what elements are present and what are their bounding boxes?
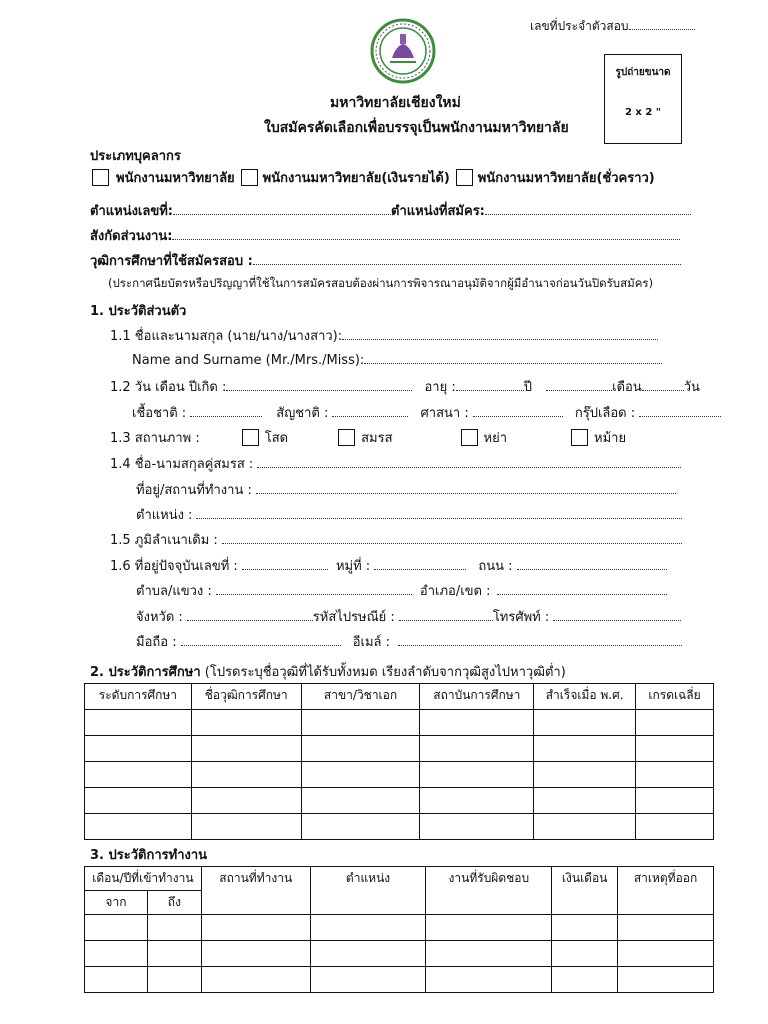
edu-col-level: ระดับการศึกษา bbox=[85, 684, 192, 710]
work-col-responsibility: งานที่รับผิดชอบ bbox=[426, 867, 552, 915]
exam-number-label: เลขที่ประจำตัวสอบ bbox=[530, 19, 629, 33]
position-applied-label: ตำแหน่งที่สมัคร: bbox=[391, 204, 485, 219]
district-label: อำเภอ/เขต : bbox=[419, 584, 491, 599]
status-checkbox-divorced[interactable] bbox=[461, 429, 478, 446]
position-no-label: ตำแหน่งเลขที่: bbox=[90, 204, 173, 219]
spouse-row bbox=[110, 453, 681, 474]
race-row bbox=[132, 402, 721, 423]
phone-label: โทรศัพท์ : bbox=[492, 610, 550, 625]
blood-field[interactable] bbox=[639, 404, 721, 417]
department-field[interactable] bbox=[172, 227, 680, 240]
staff-type-checkbox-3[interactable] bbox=[456, 169, 473, 186]
education-table bbox=[84, 683, 714, 840]
work-col-position: ตำแหน่ง bbox=[310, 867, 426, 915]
work-history-table bbox=[84, 866, 714, 993]
section2-note: (โปรดระบุชื่อวุฒิที่ได้รับทั้งหมด เรียงลำดับจากวุฒิสูงไปหาวุฒิต่ำ) bbox=[204, 665, 566, 680]
mobile-label: มือถือ : bbox=[136, 635, 177, 650]
table-row[interactable] bbox=[85, 788, 714, 814]
spouse-position-row bbox=[136, 504, 682, 525]
address-label: 1.6 ที่อยู่ปัจจุบันเลขที่ : bbox=[110, 559, 238, 574]
status-divorced-label: หย่า bbox=[483, 431, 508, 446]
spouse-work-label: ที่อยู่/สถานที่ทำงาน : bbox=[136, 483, 252, 498]
postcode-label: รหัสไปรษณีย์ : bbox=[312, 610, 395, 625]
spouse-field[interactable] bbox=[257, 455, 681, 468]
status-label: 1.3 สถานภาพ : bbox=[110, 431, 200, 446]
table-row[interactable] bbox=[85, 941, 714, 967]
birth-row bbox=[110, 376, 700, 397]
position-row bbox=[90, 200, 691, 221]
table-row[interactable] bbox=[85, 967, 714, 993]
position-applied-field[interactable] bbox=[485, 202, 691, 215]
status-widowed-label: หม้าย bbox=[594, 431, 627, 446]
work-col-reason: สาเหตุที่ออก bbox=[618, 867, 714, 915]
table-row[interactable] bbox=[85, 814, 714, 840]
blood-label: กรุ๊ปเลือด : bbox=[574, 406, 636, 421]
staff-type-checkbox-1[interactable] bbox=[92, 169, 109, 186]
address-row bbox=[110, 555, 667, 576]
work-col-to: ถึง bbox=[147, 891, 201, 915]
edu-col-gpa: เกรดเฉลี่ย bbox=[636, 684, 714, 710]
photo-size-value: 2 x 2 " bbox=[624, 107, 662, 118]
status-checkbox-married[interactable] bbox=[338, 429, 355, 446]
staff-type-label-3: พนักงานมหาวิทยาลัย(ชั่วคราว) bbox=[477, 171, 655, 186]
religion-field[interactable] bbox=[473, 404, 563, 417]
form-title: ใบสมัครคัดเลือกเพื่อบรรจุเป็นพนักงานมหาวิทยาลัย bbox=[264, 120, 569, 136]
religion-label: ศาสนา : bbox=[420, 406, 469, 421]
moo-field[interactable] bbox=[374, 557, 466, 570]
department-row bbox=[90, 225, 680, 246]
name-th-label: 1.1 ชื่อและนามสกุล (นาย/นาง/นางสาว): bbox=[110, 329, 343, 344]
exam-number-field[interactable] bbox=[530, 17, 695, 36]
status-single-label: โสด bbox=[264, 431, 289, 446]
province-field[interactable] bbox=[187, 608, 313, 621]
district-field[interactable] bbox=[497, 582, 667, 595]
year-label: ปี bbox=[523, 380, 533, 395]
photo-size-label: รูปถ่ายขนาด bbox=[615, 67, 671, 78]
day-label: วัน bbox=[683, 380, 700, 395]
address-no-field[interactable] bbox=[242, 557, 328, 570]
edu-col-degree: ชื่อวุฒิการศึกษา bbox=[191, 684, 301, 710]
staff-type-label-1: พนักงานมหาวิทยาลัย bbox=[116, 171, 235, 186]
department-label: สังกัดส่วนงาน: bbox=[90, 229, 173, 244]
spouse-work-row bbox=[136, 479, 676, 500]
road-field[interactable] bbox=[517, 557, 667, 570]
spouse-position-field[interactable] bbox=[196, 506, 682, 519]
mobile-field[interactable] bbox=[181, 633, 341, 646]
status-married-label: สมรส bbox=[361, 431, 393, 446]
nationality-label: สัญชาติ : bbox=[276, 406, 329, 421]
qualification-note: (ประกาศนียบัตรหรือปริญญาที่ใช้ในการสมัครสอบต้องผ่านการพิจารณาอนุมัติจากผู้มีอำนาจก่อนวันปิดรับสมัคร) bbox=[108, 276, 654, 290]
photo-box bbox=[604, 54, 682, 144]
work-col-from: จาก bbox=[85, 891, 148, 915]
phone-field[interactable] bbox=[553, 608, 681, 621]
edu-col-graduated: สำเร็จเมื่อ พ.ศ. bbox=[534, 684, 636, 710]
hometown-label: 1.5 ภูมิลำเนาเดิม : bbox=[110, 533, 218, 548]
nationality-field[interactable] bbox=[332, 404, 408, 417]
staff-type-options bbox=[92, 167, 655, 188]
name-th-field[interactable] bbox=[342, 327, 658, 340]
table-row[interactable] bbox=[85, 736, 714, 762]
mobile-row bbox=[136, 631, 682, 652]
hometown-row bbox=[110, 529, 682, 550]
name-th-row bbox=[110, 325, 658, 346]
hometown-field[interactable] bbox=[222, 531, 682, 544]
qualification-row bbox=[90, 250, 681, 271]
age-label: อายุ : bbox=[424, 380, 456, 395]
work-col-salary: เงินเดือน bbox=[552, 867, 618, 915]
subdistrict-field[interactable] bbox=[216, 582, 412, 595]
birth-field[interactable] bbox=[226, 378, 412, 391]
name-en-row bbox=[132, 351, 662, 368]
spouse-work-field[interactable] bbox=[256, 481, 676, 494]
section2-heading: 2. ประวัติการศึกษา bbox=[90, 665, 201, 680]
moo-label: หมู่ที่ : bbox=[335, 559, 371, 574]
staff-type-label-2: พนักงานมหาวิทยาลัย(เงินรายได้) bbox=[262, 171, 450, 186]
postcode-field[interactable] bbox=[399, 608, 493, 621]
race-label: เชื้อชาติ : bbox=[132, 406, 187, 421]
name-en-field[interactable] bbox=[364, 351, 662, 364]
marital-status-row bbox=[110, 427, 626, 448]
age-day-field[interactable] bbox=[642, 378, 684, 391]
road-label: ถนน : bbox=[478, 559, 513, 574]
spouse-position-label: ตำแหน่ง : bbox=[136, 508, 193, 523]
table-row[interactable] bbox=[85, 710, 714, 736]
section1-heading: 1. ประวัติส่วนตัว bbox=[90, 304, 187, 319]
education-header-row bbox=[85, 684, 714, 710]
birth-label: 1.2 วัน เดือน ปีเกิด : bbox=[110, 380, 227, 395]
table-row[interactable] bbox=[85, 915, 714, 941]
university-seal-logo bbox=[370, 18, 436, 84]
section2-heading-row bbox=[90, 661, 566, 682]
age-month-field[interactable] bbox=[546, 378, 612, 391]
staff-type-checkbox-2[interactable] bbox=[241, 169, 258, 186]
university-title: มหาวิทยาลัยเชียงใหม่ bbox=[330, 95, 461, 111]
staff-type-heading: ประเภทบุคลากร bbox=[90, 149, 181, 164]
edu-col-institution: สถาบันการศึกษา bbox=[420, 684, 534, 710]
race-field[interactable] bbox=[190, 404, 262, 417]
work-header-row bbox=[85, 867, 714, 891]
province-row bbox=[136, 606, 681, 627]
position-no-field[interactable] bbox=[173, 202, 391, 215]
status-checkbox-single[interactable] bbox=[242, 429, 259, 446]
table-row[interactable] bbox=[85, 762, 714, 788]
status-checkbox-widowed[interactable] bbox=[571, 429, 588, 446]
subdistrict-row bbox=[136, 580, 667, 601]
province-label: จังหวัด : bbox=[136, 610, 183, 625]
name-en-label: Name and Surname (Mr./Mrs./Miss): bbox=[132, 353, 365, 368]
edu-col-major: สาขา/วิชาเอก bbox=[301, 684, 420, 710]
qualification-field[interactable] bbox=[253, 252, 681, 265]
work-col-workplace: สถานที่ทำงาน bbox=[201, 867, 310, 915]
email-label: อีเมล์ : bbox=[352, 635, 391, 650]
section3-heading: 3. ประวัติการทำงาน bbox=[90, 848, 208, 863]
email-field[interactable] bbox=[398, 633, 682, 646]
spouse-label: 1.4 ชื่อ-นามสกุลคู่สมรส : bbox=[110, 457, 254, 472]
age-year-field[interactable] bbox=[456, 378, 524, 391]
work-col-start: เดือน/ปีที่เข้าทำงาน bbox=[85, 867, 202, 891]
subdistrict-label: ตำบล/แขวง : bbox=[136, 584, 212, 599]
qualification-label: วุฒิการศึกษาที่ใช้สมัครสอบ : bbox=[90, 254, 253, 269]
month-label: เดือน bbox=[612, 380, 642, 395]
